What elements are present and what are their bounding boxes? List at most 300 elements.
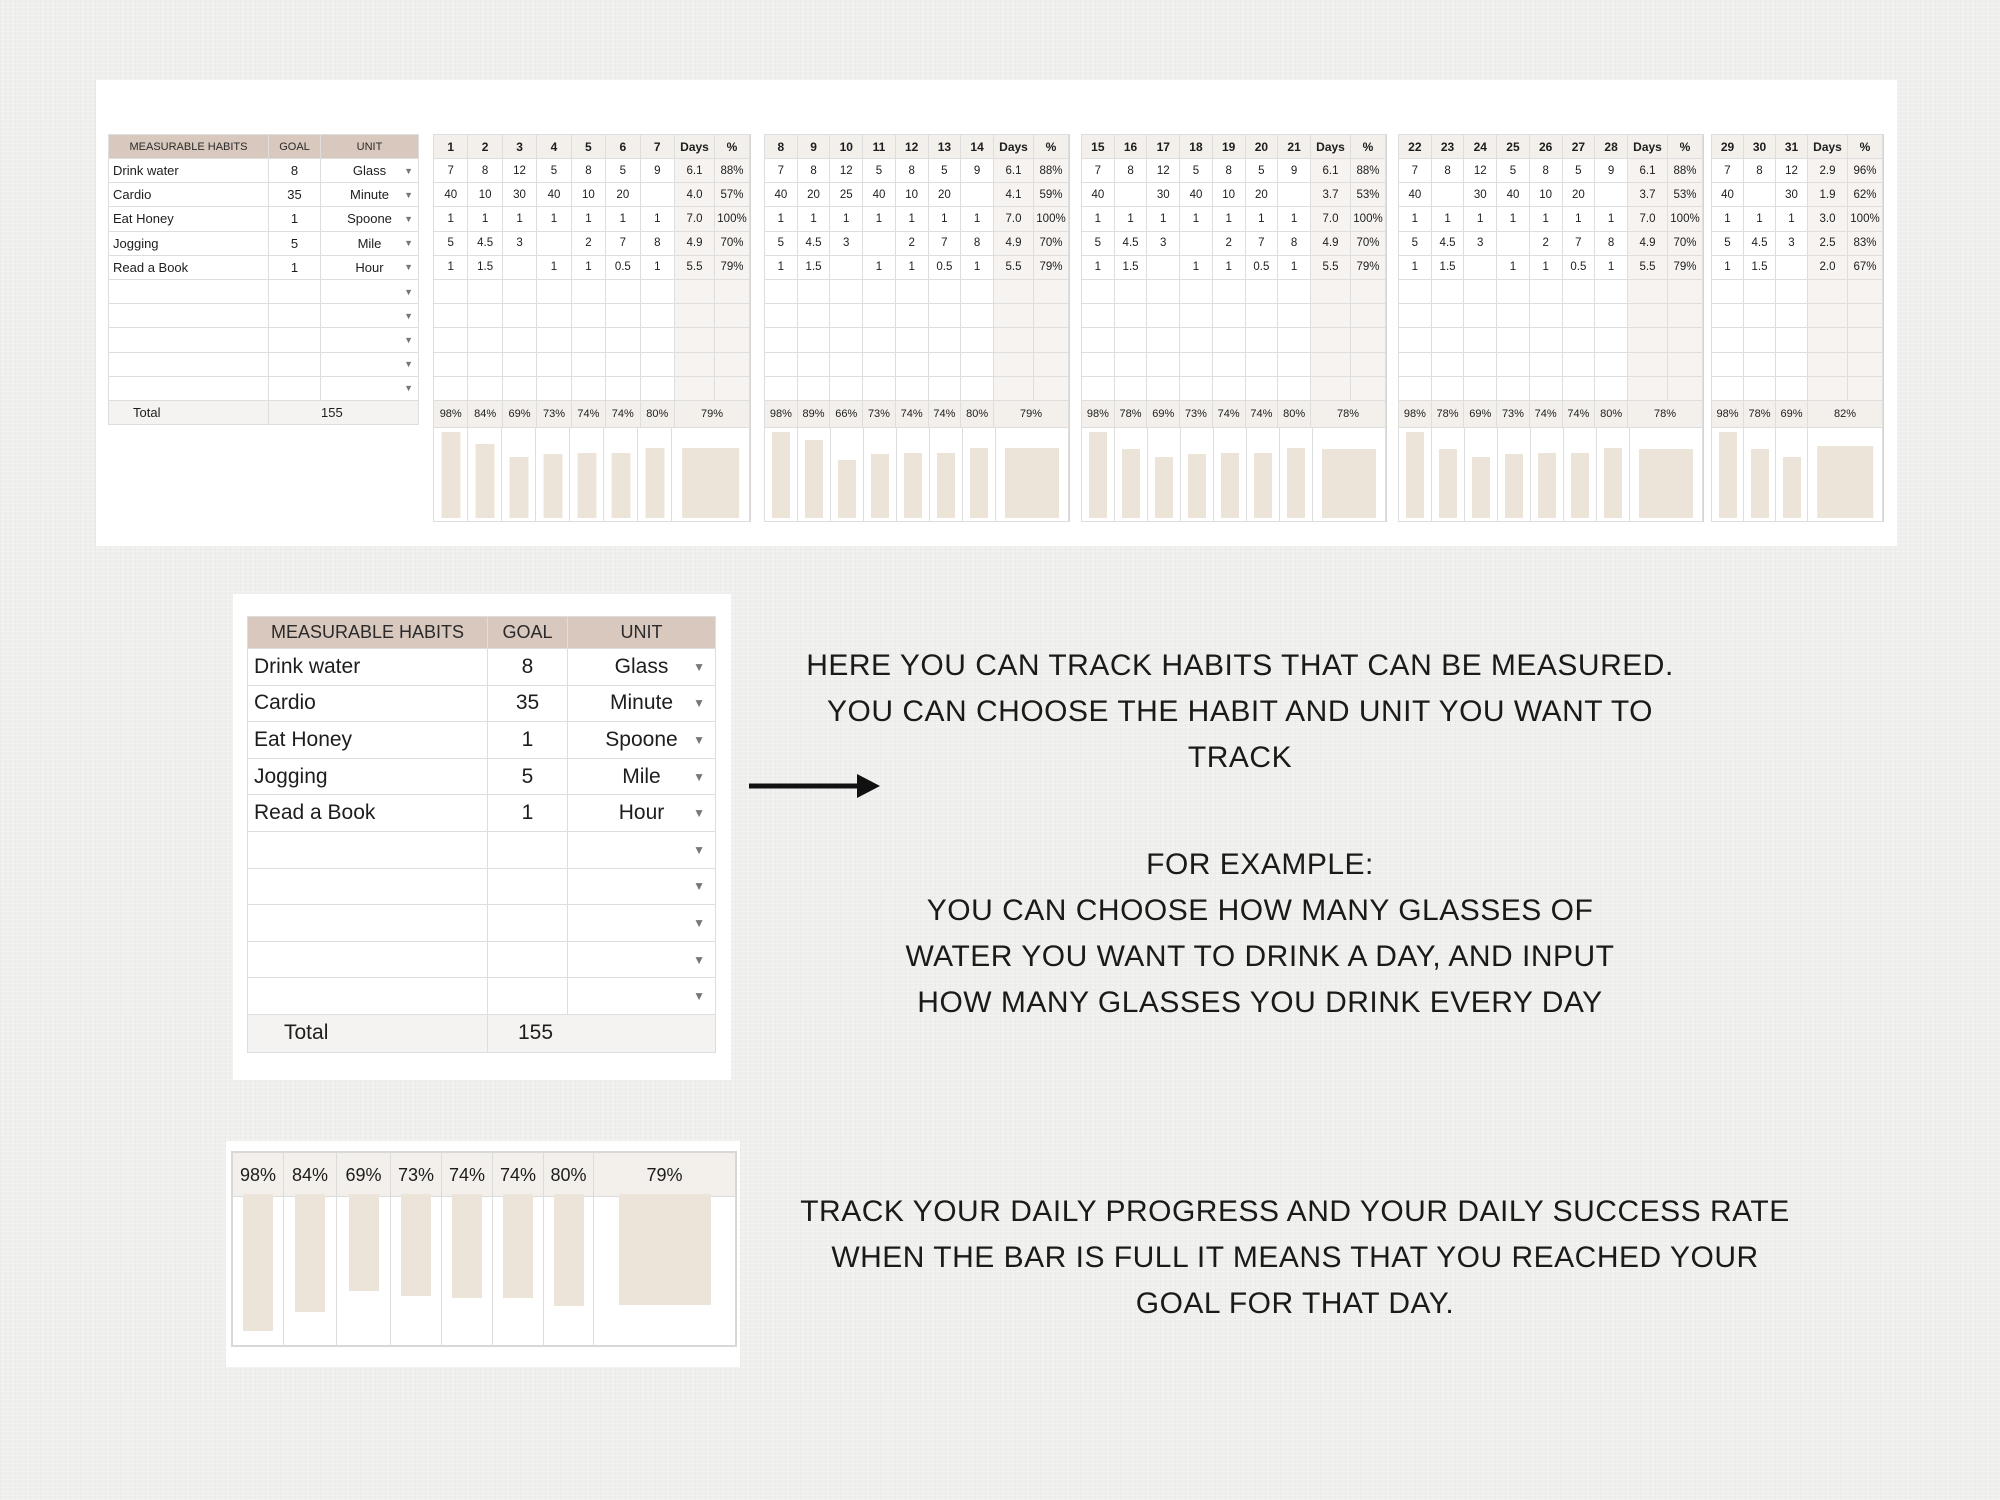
habit-name-cell[interactable]: Read a Book (109, 255, 269, 279)
habit-unit-select[interactable] (321, 376, 419, 400)
habit-name-cell[interactable] (109, 279, 269, 303)
habit-name-cell[interactable] (109, 352, 269, 376)
day-value-cell[interactable] (830, 279, 863, 303)
day-value-cell[interactable]: 1 (1082, 255, 1115, 279)
day-value-cell[interactable]: 5 (863, 159, 896, 183)
day-value-cell[interactable] (1562, 352, 1595, 376)
day-value-cell[interactable] (1114, 352, 1147, 376)
habit-goal-cell[interactable]: 1 (269, 207, 321, 231)
habit-name-cell[interactable] (248, 941, 488, 978)
day-value-cell[interactable]: 40 (537, 183, 571, 207)
day-value-cell[interactable] (1431, 304, 1464, 328)
day-value-cell[interactable] (1147, 376, 1180, 400)
day-value-cell[interactable]: 12 (1776, 159, 1808, 183)
day-value-cell[interactable]: 4.5 (1744, 231, 1776, 255)
day-value-cell[interactable] (1776, 328, 1808, 352)
habit-goal-cell[interactable]: 35 (269, 183, 321, 207)
day-value-cell[interactable] (1595, 279, 1628, 303)
day-value-cell[interactable]: 1 (1431, 207, 1464, 231)
day-value-cell[interactable]: 8 (1529, 159, 1562, 183)
day-value-cell[interactable]: 30 (1147, 183, 1180, 207)
habit-unit-select[interactable] (321, 207, 419, 231)
chevron-down-icon[interactable]: ▼ (404, 310, 413, 321)
day-value-cell[interactable]: 8 (1431, 159, 1464, 183)
day-value-cell[interactable] (1431, 352, 1464, 376)
day-value-cell[interactable]: 4.5 (797, 231, 830, 255)
day-value-cell[interactable] (1399, 328, 1432, 352)
day-value-cell[interactable]: 8 (640, 231, 674, 255)
day-value-cell[interactable]: 1 (606, 207, 640, 231)
day-value-cell[interactable]: 10 (1212, 183, 1245, 207)
day-value-cell[interactable]: 30 (1464, 183, 1497, 207)
day-value-cell[interactable] (830, 328, 863, 352)
day-value-cell[interactable]: 12 (1147, 159, 1180, 183)
day-value-cell[interactable] (1712, 328, 1744, 352)
day-value-cell[interactable]: 7 (1712, 159, 1744, 183)
day-value-cell[interactable]: 12 (830, 159, 863, 183)
day-value-cell[interactable]: 1 (1114, 207, 1147, 231)
habit-unit-select[interactable] (568, 685, 716, 722)
day-value-cell[interactable] (502, 376, 536, 400)
day-value-cell[interactable] (1431, 376, 1464, 400)
habit-unit-select[interactable] (321, 255, 419, 279)
habit-unit-select[interactable] (568, 758, 716, 795)
habit-goal-cell[interactable]: 1 (269, 255, 321, 279)
chevron-down-icon[interactable]: ▼ (693, 952, 705, 967)
day-value-cell[interactable]: 30 (1776, 183, 1808, 207)
habit-name-cell[interactable]: Read a Book (248, 795, 488, 832)
day-value-cell[interactable] (1712, 376, 1744, 400)
day-value-cell[interactable]: 40 (1180, 183, 1213, 207)
day-value-cell[interactable]: 40 (765, 183, 798, 207)
day-value-cell[interactable] (1464, 376, 1497, 400)
day-value-cell[interactable] (1245, 328, 1278, 352)
day-value-cell[interactable]: 20 (797, 183, 830, 207)
day-value-cell[interactable] (640, 279, 674, 303)
day-value-cell[interactable]: 1 (1497, 207, 1530, 231)
habit-goal-cell[interactable] (488, 905, 568, 942)
day-value-cell[interactable]: 1 (1399, 255, 1432, 279)
day-value-cell[interactable] (1180, 231, 1213, 255)
day-value-cell[interactable] (1595, 304, 1628, 328)
day-value-cell[interactable]: 1 (765, 255, 798, 279)
day-value-cell[interactable] (1712, 352, 1744, 376)
day-value-cell[interactable]: 5 (606, 159, 640, 183)
day-value-cell[interactable] (1278, 328, 1311, 352)
day-value-cell[interactable] (571, 279, 605, 303)
day-value-cell[interactable]: 1.5 (1114, 255, 1147, 279)
day-value-cell[interactable] (640, 376, 674, 400)
habit-name-cell[interactable] (109, 328, 269, 352)
day-value-cell[interactable] (863, 304, 896, 328)
day-value-cell[interactable] (961, 352, 994, 376)
day-value-cell[interactable]: 1 (928, 207, 961, 231)
day-value-cell[interactable]: 1 (468, 207, 502, 231)
day-value-cell[interactable]: 1 (1529, 207, 1562, 231)
day-value-cell[interactable]: 5 (1180, 159, 1213, 183)
day-value-cell[interactable] (1529, 328, 1562, 352)
day-value-cell[interactable] (468, 376, 502, 400)
chevron-down-icon[interactable]: ▼ (404, 189, 413, 200)
day-value-cell[interactable]: 4.5 (1114, 231, 1147, 255)
day-value-cell[interactable] (1114, 304, 1147, 328)
day-value-cell[interactable]: 5 (1082, 231, 1115, 255)
day-value-cell[interactable]: 1 (1212, 255, 1245, 279)
day-value-cell[interactable]: 8 (797, 159, 830, 183)
day-value-cell[interactable]: 7 (606, 231, 640, 255)
day-value-cell[interactable]: 1 (1399, 207, 1432, 231)
day-value-cell[interactable] (606, 352, 640, 376)
day-value-cell[interactable]: 40 (1399, 183, 1432, 207)
habit-goal-cell[interactable] (488, 868, 568, 905)
chevron-down-icon[interactable]: ▼ (693, 769, 705, 784)
day-value-cell[interactable]: 1 (1595, 207, 1628, 231)
day-value-cell[interactable]: 1 (961, 255, 994, 279)
day-value-cell[interactable]: 9 (961, 159, 994, 183)
habit-unit-select[interactable] (568, 831, 716, 868)
day-value-cell[interactable] (1212, 376, 1245, 400)
chevron-down-icon[interactable]: ▼ (404, 213, 413, 224)
habit-name-cell[interactable] (109, 304, 269, 328)
day-value-cell[interactable]: 0.5 (1245, 255, 1278, 279)
day-value-cell[interactable]: 1 (895, 207, 928, 231)
day-value-cell[interactable] (1712, 279, 1744, 303)
habit-goal-cell[interactable] (488, 831, 568, 868)
day-value-cell[interactable] (1562, 328, 1595, 352)
chevron-down-icon[interactable]: ▼ (693, 806, 705, 821)
day-value-cell[interactable] (1464, 255, 1497, 279)
day-value-cell[interactable] (1431, 279, 1464, 303)
day-value-cell[interactable] (1082, 376, 1115, 400)
day-value-cell[interactable] (1497, 352, 1530, 376)
habit-name-cell[interactable] (248, 868, 488, 905)
day-value-cell[interactable]: 2 (1529, 231, 1562, 255)
day-value-cell[interactable] (434, 376, 468, 400)
day-value-cell[interactable]: 1 (895, 255, 928, 279)
day-value-cell[interactable] (1082, 328, 1115, 352)
day-value-cell[interactable] (928, 376, 961, 400)
day-value-cell[interactable] (863, 279, 896, 303)
day-value-cell[interactable] (1180, 376, 1213, 400)
day-value-cell[interactable]: 1 (1562, 207, 1595, 231)
day-value-cell[interactable]: 5 (1497, 159, 1530, 183)
day-value-cell[interactable]: 12 (502, 159, 536, 183)
day-value-cell[interactable] (1497, 328, 1530, 352)
day-value-cell[interactable]: 9 (1278, 159, 1311, 183)
habit-goal-cell[interactable]: 35 (488, 685, 568, 722)
day-value-cell[interactable]: 1 (797, 207, 830, 231)
day-value-cell[interactable]: 1 (1212, 207, 1245, 231)
day-value-cell[interactable] (1529, 279, 1562, 303)
day-value-cell[interactable] (502, 352, 536, 376)
day-value-cell[interactable] (765, 304, 798, 328)
day-value-cell[interactable] (1114, 183, 1147, 207)
day-value-cell[interactable]: 9 (1595, 159, 1628, 183)
day-value-cell[interactable] (863, 231, 896, 255)
day-value-cell[interactable] (1776, 279, 1808, 303)
day-value-cell[interactable] (961, 376, 994, 400)
day-value-cell[interactable] (830, 352, 863, 376)
day-value-cell[interactable]: 2 (895, 231, 928, 255)
day-value-cell[interactable] (830, 255, 863, 279)
day-value-cell[interactable]: 40 (863, 183, 896, 207)
day-value-cell[interactable]: 5 (1562, 159, 1595, 183)
day-value-cell[interactable] (537, 279, 571, 303)
habit-unit-select[interactable] (321, 304, 419, 328)
day-value-cell[interactable] (1595, 183, 1628, 207)
day-value-cell[interactable]: 1 (1180, 255, 1213, 279)
day-value-cell[interactable]: 1 (830, 207, 863, 231)
day-value-cell[interactable]: 3 (502, 231, 536, 255)
day-value-cell[interactable] (434, 352, 468, 376)
day-value-cell[interactable] (1180, 328, 1213, 352)
day-value-cell[interactable] (1147, 328, 1180, 352)
day-value-cell[interactable] (1744, 279, 1776, 303)
day-value-cell[interactable] (606, 328, 640, 352)
day-value-cell[interactable]: 5 (1399, 231, 1432, 255)
day-value-cell[interactable]: 7 (1562, 231, 1595, 255)
day-value-cell[interactable] (1245, 376, 1278, 400)
day-value-cell[interactable] (1180, 352, 1213, 376)
day-value-cell[interactable]: 1 (1497, 255, 1530, 279)
day-value-cell[interactable] (797, 328, 830, 352)
day-value-cell[interactable] (640, 304, 674, 328)
day-value-cell[interactable] (1529, 304, 1562, 328)
day-value-cell[interactable] (640, 183, 674, 207)
day-value-cell[interactable] (571, 352, 605, 376)
day-value-cell[interactable]: 20 (1245, 183, 1278, 207)
day-value-cell[interactable] (1147, 279, 1180, 303)
day-value-cell[interactable] (640, 328, 674, 352)
day-value-cell[interactable] (1245, 352, 1278, 376)
day-value-cell[interactable]: 8 (571, 159, 605, 183)
habit-unit-select[interactable] (321, 328, 419, 352)
day-value-cell[interactable] (1497, 279, 1530, 303)
day-value-cell[interactable] (537, 352, 571, 376)
day-value-cell[interactable] (1431, 328, 1464, 352)
day-value-cell[interactable]: 8 (895, 159, 928, 183)
habit-name-cell[interactable] (109, 376, 269, 400)
habit-name-cell[interactable] (248, 978, 488, 1015)
habit-goal-cell[interactable] (269, 328, 321, 352)
day-value-cell[interactable] (1180, 279, 1213, 303)
day-value-cell[interactable]: 1 (765, 207, 798, 231)
day-value-cell[interactable]: 20 (606, 183, 640, 207)
day-value-cell[interactable] (1212, 328, 1245, 352)
chevron-down-icon[interactable]: ▼ (693, 879, 705, 894)
habit-goal-cell[interactable]: 1 (488, 722, 568, 759)
day-value-cell[interactable]: 2 (571, 231, 605, 255)
day-value-cell[interactable] (1082, 279, 1115, 303)
day-value-cell[interactable] (928, 279, 961, 303)
habit-goal-cell[interactable] (488, 941, 568, 978)
day-value-cell[interactable] (537, 328, 571, 352)
day-value-cell[interactable]: 1 (1245, 207, 1278, 231)
day-value-cell[interactable]: 5 (1245, 159, 1278, 183)
day-value-cell[interactable]: 3 (1464, 231, 1497, 255)
day-value-cell[interactable]: 1 (640, 207, 674, 231)
day-value-cell[interactable] (1212, 304, 1245, 328)
day-value-cell[interactable]: 1 (961, 207, 994, 231)
day-value-cell[interactable]: 1 (1712, 255, 1744, 279)
day-value-cell[interactable] (1147, 304, 1180, 328)
day-value-cell[interactable] (1595, 376, 1628, 400)
day-value-cell[interactable] (797, 304, 830, 328)
day-value-cell[interactable]: 10 (1529, 183, 1562, 207)
day-value-cell[interactable] (1147, 352, 1180, 376)
habit-unit-select[interactable] (568, 722, 716, 759)
day-value-cell[interactable]: 30 (502, 183, 536, 207)
habit-unit-select[interactable] (321, 352, 419, 376)
day-value-cell[interactable] (1464, 328, 1497, 352)
day-value-cell[interactable] (1776, 352, 1808, 376)
day-value-cell[interactable] (434, 328, 468, 352)
day-value-cell[interactable] (571, 328, 605, 352)
day-value-cell[interactable] (640, 352, 674, 376)
day-value-cell[interactable] (863, 352, 896, 376)
day-value-cell[interactable]: 1.5 (468, 255, 502, 279)
day-value-cell[interactable]: 1.5 (1744, 255, 1776, 279)
day-value-cell[interactable] (502, 279, 536, 303)
day-value-cell[interactable]: 0.5 (606, 255, 640, 279)
day-value-cell[interactable] (1180, 304, 1213, 328)
day-value-cell[interactable] (1212, 279, 1245, 303)
day-value-cell[interactable] (961, 328, 994, 352)
habit-unit-select[interactable] (568, 978, 716, 1015)
day-value-cell[interactable] (1082, 352, 1115, 376)
day-value-cell[interactable] (1595, 352, 1628, 376)
day-value-cell[interactable] (765, 352, 798, 376)
day-value-cell[interactable] (1278, 352, 1311, 376)
habit-name-cell[interactable]: Drink water (109, 159, 269, 183)
day-value-cell[interactable] (1245, 304, 1278, 328)
day-value-cell[interactable] (537, 231, 571, 255)
habit-unit-select[interactable] (568, 941, 716, 978)
day-value-cell[interactable] (1497, 231, 1530, 255)
chevron-down-icon[interactable]: ▼ (404, 262, 413, 273)
day-value-cell[interactable] (468, 279, 502, 303)
habit-unit-select[interactable] (321, 159, 419, 183)
day-value-cell[interactable] (1399, 279, 1432, 303)
day-value-cell[interactable]: 1 (863, 207, 896, 231)
day-value-cell[interactable] (502, 255, 536, 279)
day-value-cell[interactable]: 40 (1497, 183, 1530, 207)
habit-unit-select[interactable] (568, 795, 716, 832)
day-value-cell[interactable]: 5 (434, 231, 468, 255)
day-value-cell[interactable]: 8 (468, 159, 502, 183)
day-value-cell[interactable] (434, 304, 468, 328)
day-value-cell[interactable]: 1 (434, 207, 468, 231)
day-value-cell[interactable]: 25 (830, 183, 863, 207)
habit-goal-cell[interactable] (488, 978, 568, 1015)
day-value-cell[interactable] (606, 304, 640, 328)
habit-unit-select[interactable] (321, 231, 419, 255)
day-value-cell[interactable] (1278, 183, 1311, 207)
habit-unit-select[interactable] (321, 183, 419, 207)
day-value-cell[interactable] (502, 328, 536, 352)
day-value-cell[interactable] (1529, 376, 1562, 400)
day-value-cell[interactable]: 7 (765, 159, 798, 183)
day-value-cell[interactable] (797, 352, 830, 376)
habit-name-cell[interactable]: Drink water (248, 649, 488, 686)
day-value-cell[interactable] (1776, 376, 1808, 400)
chevron-down-icon[interactable]: ▼ (404, 238, 413, 249)
day-value-cell[interactable] (1562, 376, 1595, 400)
habit-unit-select[interactable] (568, 649, 716, 686)
day-value-cell[interactable]: 5 (765, 231, 798, 255)
day-value-cell[interactable] (1114, 279, 1147, 303)
day-value-cell[interactable]: 8 (1744, 159, 1776, 183)
day-value-cell[interactable]: 40 (434, 183, 468, 207)
day-value-cell[interactable]: 1 (434, 255, 468, 279)
chevron-down-icon[interactable]: ▼ (693, 732, 705, 747)
day-value-cell[interactable] (1595, 328, 1628, 352)
day-value-cell[interactable]: 1 (1712, 207, 1744, 231)
day-value-cell[interactable] (468, 328, 502, 352)
day-value-cell[interactable]: 4.5 (1431, 231, 1464, 255)
day-value-cell[interactable]: 1 (640, 255, 674, 279)
day-value-cell[interactable]: 0.5 (1562, 255, 1595, 279)
chevron-down-icon[interactable]: ▼ (693, 696, 705, 711)
day-value-cell[interactable] (961, 183, 994, 207)
day-value-cell[interactable]: 5 (537, 159, 571, 183)
day-value-cell[interactable] (928, 328, 961, 352)
day-value-cell[interactable] (1744, 376, 1776, 400)
day-value-cell[interactable]: 1 (1776, 207, 1808, 231)
day-value-cell[interactable]: 1 (571, 255, 605, 279)
day-value-cell[interactable] (765, 376, 798, 400)
day-value-cell[interactable]: 1 (1529, 255, 1562, 279)
day-value-cell[interactable]: 8 (1212, 159, 1245, 183)
day-value-cell[interactable] (1744, 183, 1776, 207)
day-value-cell[interactable] (928, 352, 961, 376)
day-value-cell[interactable]: 1 (502, 207, 536, 231)
day-value-cell[interactable]: 1 (537, 255, 571, 279)
habit-goal-cell[interactable] (269, 304, 321, 328)
day-value-cell[interactable]: 1 (537, 207, 571, 231)
day-value-cell[interactable]: 7 (1245, 231, 1278, 255)
day-value-cell[interactable]: 8 (1278, 231, 1311, 255)
day-value-cell[interactable]: 12 (1464, 159, 1497, 183)
day-value-cell[interactable] (1278, 279, 1311, 303)
day-value-cell[interactable]: 1.5 (1431, 255, 1464, 279)
day-value-cell[interactable] (895, 352, 928, 376)
day-value-cell[interactable] (468, 352, 502, 376)
day-value-cell[interactable] (1278, 304, 1311, 328)
day-value-cell[interactable]: 9 (640, 159, 674, 183)
habit-name-cell[interactable]: Jogging (248, 758, 488, 795)
day-value-cell[interactable] (1562, 304, 1595, 328)
day-value-cell[interactable] (1497, 304, 1530, 328)
day-value-cell[interactable]: 4.5 (468, 231, 502, 255)
day-value-cell[interactable] (1562, 279, 1595, 303)
habit-goal-cell[interactable] (269, 279, 321, 303)
day-value-cell[interactable]: 3 (1776, 231, 1808, 255)
day-value-cell[interactable] (537, 376, 571, 400)
day-value-cell[interactable] (468, 304, 502, 328)
day-value-cell[interactable] (895, 328, 928, 352)
habit-name-cell[interactable] (248, 905, 488, 942)
day-value-cell[interactable]: 1 (1278, 207, 1311, 231)
day-value-cell[interactable] (895, 279, 928, 303)
day-value-cell[interactable]: 10 (571, 183, 605, 207)
day-value-cell[interactable] (765, 279, 798, 303)
day-value-cell[interactable]: 3 (1147, 231, 1180, 255)
day-value-cell[interactable]: 2 (1212, 231, 1245, 255)
day-value-cell[interactable]: 10 (895, 183, 928, 207)
day-value-cell[interactable]: 1 (571, 207, 605, 231)
day-value-cell[interactable] (1776, 304, 1808, 328)
